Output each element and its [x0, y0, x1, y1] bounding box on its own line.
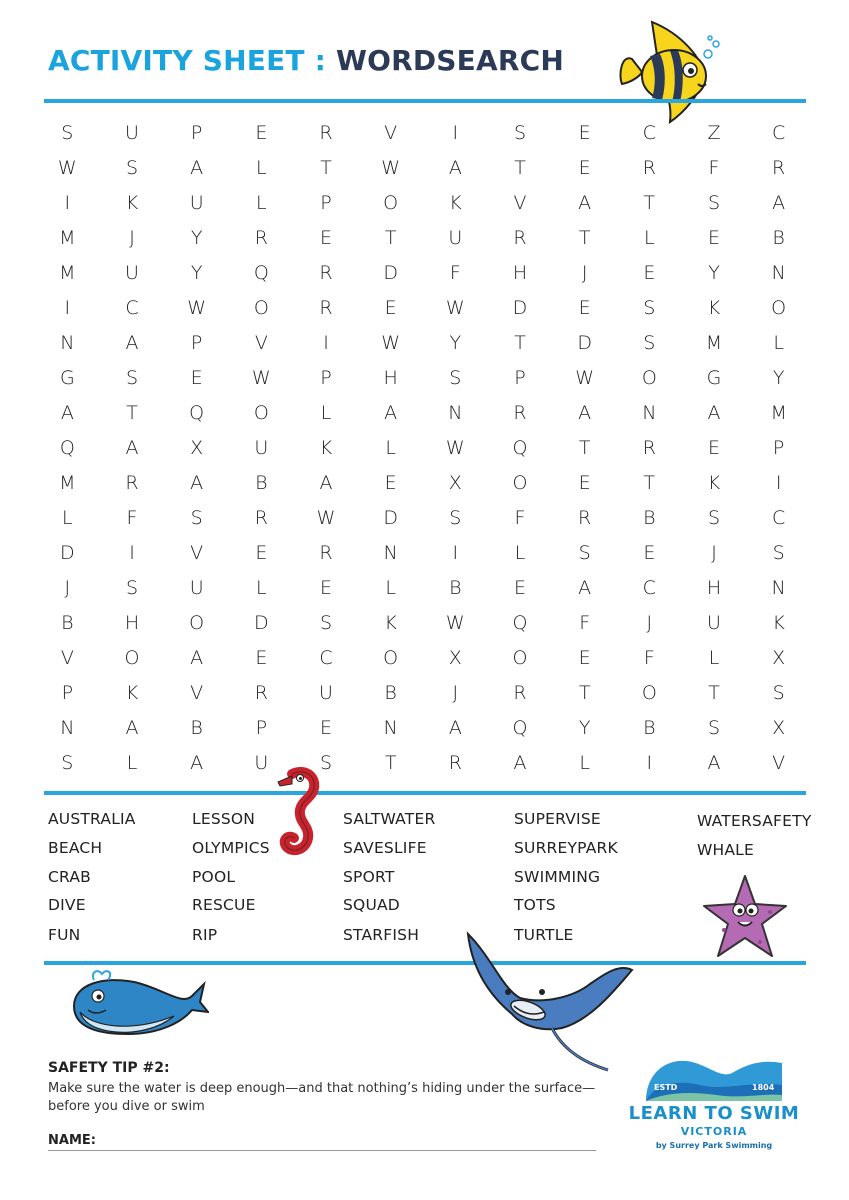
grid-letter[interactable]: S	[61, 121, 74, 144]
grid-letter[interactable]: R	[513, 226, 527, 249]
grid-letter[interactable]: U	[319, 681, 333, 704]
grid-letter[interactable]: A	[448, 716, 462, 739]
grid-letter[interactable]: J	[581, 261, 588, 284]
word-list-item: POOL	[192, 868, 236, 886]
grid-letter[interactable]: C	[125, 296, 139, 319]
grid-letter[interactable]: R	[319, 121, 333, 144]
grid-letter[interactable]: N	[642, 401, 657, 424]
grid-letter[interactable]: D	[383, 261, 398, 284]
name-label: NAME:	[48, 1133, 96, 1148]
grid-letter[interactable]: E	[384, 296, 397, 319]
grid-letter[interactable]: E	[384, 471, 397, 494]
grid-letter[interactable]: A	[319, 471, 333, 494]
wordsearch-grid	[35, 115, 811, 780]
grid-letter[interactable]: L	[126, 751, 138, 774]
grid-letter[interactable]: E	[643, 261, 656, 284]
grid-letter[interactable]: A	[125, 716, 139, 739]
grid-letter[interactable]: D	[512, 296, 528, 319]
grid-letter[interactable]: N	[60, 716, 75, 739]
bottom-divider	[44, 961, 806, 965]
grid-letter[interactable]: O	[641, 366, 657, 389]
grid-letter[interactable]: S	[319, 751, 333, 774]
grid-letter[interactable]: A	[707, 751, 721, 774]
grid-letter[interactable]: L	[385, 436, 396, 459]
grid-letter[interactable]: W	[187, 296, 207, 319]
grid-letter[interactable]: E	[707, 436, 720, 459]
grid-letter[interactable]: E	[578, 156, 591, 179]
grid-letter[interactable]: Q	[253, 261, 269, 284]
grid-letter[interactable]: U	[254, 436, 269, 459]
grid-letter[interactable]: J	[129, 226, 135, 249]
grid-letter[interactable]: X	[448, 471, 462, 494]
grid-letter[interactable]: B	[255, 471, 268, 494]
grid-letter[interactable]: K	[125, 681, 139, 704]
grid-letter[interactable]: R	[642, 156, 656, 179]
grid-letter[interactable]: N	[383, 716, 398, 739]
grid-letter[interactable]: X	[772, 646, 786, 669]
page-title	[48, 44, 564, 77]
grid-letter[interactable]: V	[384, 121, 398, 144]
grid-letter[interactable]: Q	[59, 436, 75, 459]
grid-letter[interactable]: E	[578, 296, 591, 319]
grid-letter[interactable]: N	[383, 541, 398, 564]
grid-letter[interactable]: F	[449, 261, 461, 284]
grid-letter[interactable]: W	[381, 331, 401, 354]
grid-letter[interactable]: M	[59, 226, 76, 249]
grid-letter[interactable]: O	[253, 401, 269, 424]
grid-letter[interactable]: C	[319, 646, 333, 669]
grid-letter[interactable]: Q	[512, 436, 528, 459]
word-list-item: SALTWATER	[343, 810, 436, 828]
grid-letter[interactable]: R	[642, 436, 656, 459]
grid-letter[interactable]: J	[452, 681, 459, 704]
grid-letter[interactable]: T	[384, 226, 397, 249]
grid-letter[interactable]: A	[448, 156, 462, 179]
grid-letter[interactable]: H	[124, 611, 140, 634]
grid-letter[interactable]: I	[452, 541, 459, 564]
grid-letter[interactable]: E	[255, 121, 268, 144]
grid-letter[interactable]: P	[320, 191, 332, 214]
grid-letter[interactable]: J	[646, 611, 653, 634]
grid-letter[interactable]: B	[384, 681, 397, 704]
grid-letter[interactable]: S	[643, 331, 656, 354]
grid-letter[interactable]: W	[251, 366, 271, 389]
grid-letter[interactable]: S	[190, 506, 203, 529]
title-main: WORDSEARCH	[336, 44, 564, 77]
grid-letter[interactable]: A	[125, 436, 139, 459]
word-list-item: AUSTRALIA	[48, 810, 136, 828]
grid-letter[interactable]: C	[642, 121, 656, 144]
grid-letter[interactable]: D	[383, 506, 398, 529]
logo-subtitle: VICTORIA	[680, 1125, 748, 1138]
grid-letter[interactable]: S	[449, 506, 462, 529]
word-list-item: LESSON	[192, 810, 256, 828]
grid-letter[interactable]: N	[771, 576, 786, 599]
grid-letter[interactable]: S	[643, 296, 656, 319]
grid-letter[interactable]: Y	[772, 366, 785, 389]
grid-letter[interactable]: U	[448, 226, 463, 249]
grid-letter[interactable]: O	[383, 191, 399, 214]
grid-letter[interactable]: R	[254, 226, 268, 249]
wave-logo-icon	[640, 1055, 790, 1103]
grid-letter[interactable]: V	[60, 646, 74, 669]
grid-letter[interactable]: C	[642, 576, 656, 599]
grid-letter[interactable]: T	[578, 436, 591, 459]
grid-letter[interactable]: L	[514, 541, 526, 564]
grid-letter[interactable]: L	[320, 401, 332, 424]
logo-byline: by Surrey Park Swimming	[655, 1141, 773, 1150]
grid-letter[interactable]: U	[707, 611, 721, 634]
top-divider	[44, 99, 806, 103]
grid-letter[interactable]: Y	[708, 261, 720, 284]
grid-letter[interactable]: E	[578, 471, 591, 494]
grid-letter[interactable]: V	[190, 541, 204, 564]
word-list-item: TOTS	[514, 896, 556, 914]
grid-letter[interactable]: Q	[189, 401, 205, 424]
grid-letter[interactable]: O	[189, 611, 205, 634]
grid-letter[interactable]: P	[190, 331, 203, 354]
grid-letter[interactable]: R	[319, 296, 333, 319]
grid-letter[interactable]: Q	[512, 611, 528, 634]
grid-letter[interactable]: S	[578, 541, 591, 564]
word-list-item: SUPERVISE	[514, 810, 601, 828]
grid-letter[interactable]: T	[384, 751, 397, 774]
grid-letter[interactable]: L	[708, 646, 720, 669]
word-list-item: WATERSAFETY	[697, 812, 812, 830]
grid-letter[interactable]: W	[445, 436, 465, 459]
grid-letter[interactable]: K	[449, 191, 462, 214]
grid-letter[interactable]: S	[707, 506, 721, 529]
grid-letter[interactable]: N	[60, 331, 75, 354]
seahorse-icon	[270, 764, 330, 859]
grid-letter[interactable]: P	[61, 681, 74, 704]
grid-letter[interactable]: R	[513, 401, 527, 424]
word-list-item: TURTLE	[514, 926, 574, 944]
grid-letter[interactable]: D	[577, 331, 592, 354]
grid-letter[interactable]: A	[190, 751, 204, 774]
grid-letter[interactable]: O	[512, 471, 528, 494]
grid-letter[interactable]: A	[707, 401, 721, 424]
word-list-item: SAVESLIFE	[343, 839, 427, 857]
grid-letter[interactable]: P	[320, 366, 332, 389]
grid-letter[interactable]: H	[706, 576, 722, 599]
grid-letter[interactable]: F	[643, 646, 655, 669]
grid-letter[interactable]: O	[512, 646, 528, 669]
grid-letter[interactable]: S	[707, 716, 721, 739]
grid-letter[interactable]: L	[773, 331, 784, 354]
word-list-item: SQUAD	[343, 896, 400, 914]
grid-letter[interactable]: M	[770, 401, 787, 424]
word-list-item: SWIMMING	[514, 868, 601, 886]
grid-letter[interactable]: M	[59, 261, 76, 284]
grid-letter[interactable]: A	[578, 191, 592, 214]
grid-letter[interactable]: T	[514, 156, 526, 179]
grid-letter[interactable]: B	[449, 576, 462, 599]
grid-letter[interactable]: L	[256, 156, 267, 179]
grid-letter[interactable]: I	[64, 191, 71, 214]
word-list-item: FUN	[48, 926, 81, 944]
grid-letter[interactable]: L	[256, 191, 267, 214]
grid-letter[interactable]: E	[319, 226, 332, 249]
grid-letter[interactable]: S	[449, 366, 462, 389]
name-line[interactable]	[48, 1150, 596, 1151]
grid-letter[interactable]: E	[319, 576, 332, 599]
grid-letter[interactable]: E	[578, 121, 591, 144]
grid-letter[interactable]: N	[771, 261, 786, 284]
grid-letter[interactable]: T	[578, 226, 591, 249]
grid-letter[interactable]: L	[644, 226, 655, 249]
word-list-item: STARFISH	[343, 926, 420, 944]
grid-letter[interactable]: W	[445, 296, 465, 319]
grid-letter[interactable]: O	[124, 646, 140, 669]
grid-letter[interactable]: E	[255, 541, 268, 564]
grid-letter[interactable]: R	[448, 751, 462, 774]
grid-letter[interactable]: K	[384, 611, 397, 634]
grid-letter[interactable]: O	[253, 296, 269, 319]
grid-letter[interactable]: R	[254, 506, 268, 529]
grid-letter[interactable]: V	[772, 751, 786, 774]
grid-letter[interactable]: S	[772, 681, 785, 704]
grid-letter[interactable]: O	[641, 681, 657, 704]
grid-letter[interactable]: R	[772, 156, 786, 179]
title-prefix: ACTIVITY SHEET :	[48, 44, 336, 77]
grid-letter[interactable]: T	[320, 156, 332, 179]
word-list-item: BEACH	[48, 839, 103, 857]
stingray-icon	[462, 928, 637, 1076]
safety-tip-title: SAFETY TIP #2:	[48, 1060, 170, 1076]
word-list-item: SURREYPARK	[514, 839, 618, 857]
grid-letter[interactable]: V	[254, 331, 268, 354]
grid-letter[interactable]: R	[125, 471, 139, 494]
grid-letter[interactable]: A	[60, 401, 74, 424]
grid-letter[interactable]: F	[514, 506, 526, 529]
grid-letter[interactable]: K	[707, 471, 721, 494]
grid-letter[interactable]: Y	[190, 226, 203, 249]
grid-letter[interactable]: R	[513, 681, 527, 704]
grid-letter[interactable]: V	[190, 681, 204, 704]
grid-letter[interactable]: M	[705, 331, 723, 354]
grid-letter[interactable]: E	[255, 646, 268, 669]
grid-letter[interactable]: J	[711, 541, 717, 564]
grid-letter[interactable]: I	[452, 121, 459, 144]
logo-year: 1804	[752, 1083, 775, 1092]
grid-letter[interactable]: X	[448, 646, 462, 669]
grid-letter[interactable]: T	[514, 331, 526, 354]
grid-letter[interactable]: A	[578, 576, 592, 599]
grid-letter[interactable]: A	[513, 751, 527, 774]
grid-letter[interactable]: T	[643, 191, 656, 214]
grid-letter[interactable]: E	[319, 716, 332, 739]
grid-letter[interactable]: E	[578, 646, 591, 669]
grid-letter[interactable]: P	[255, 716, 268, 739]
grid-letter[interactable]: V	[513, 191, 527, 214]
grid-letter[interactable]: A	[384, 401, 398, 424]
grid-letter[interactable]: S	[61, 751, 74, 774]
grid-letter[interactable]: E	[643, 541, 656, 564]
grid-letter[interactable]: I	[323, 331, 329, 354]
grid-letter[interactable]: T	[643, 471, 656, 494]
grid-letter[interactable]: L	[62, 506, 73, 529]
grid-letter[interactable]: F	[126, 506, 138, 529]
grid-letter[interactable]: P	[190, 121, 203, 144]
grid-letter[interactable]: Q	[512, 716, 528, 739]
word-list-item: RESCUE	[192, 896, 256, 914]
grid-letter[interactable]: H	[512, 261, 528, 284]
grid-letter[interactable]: N	[448, 401, 463, 424]
grid-letter[interactable]: U	[189, 191, 204, 214]
learn-to-swim-logo	[622, 1055, 812, 1155]
grid-letter[interactable]: U	[189, 576, 204, 599]
word-list-item: RIP	[192, 926, 218, 944]
grid-letter[interactable]: W	[57, 156, 77, 179]
grid-letter[interactable]: E	[513, 576, 526, 599]
grid-letter[interactable]: W	[381, 156, 401, 179]
grid-letter[interactable]: S	[319, 611, 333, 634]
grid-letter[interactable]: Z	[707, 121, 721, 144]
grid-letter[interactable]: A	[772, 191, 786, 214]
grid-letter[interactable]: H	[383, 366, 398, 389]
grid-letter[interactable]: R	[319, 261, 333, 284]
grid-letter[interactable]: D	[254, 611, 269, 634]
grid-letter[interactable]: X	[190, 436, 204, 459]
grid-letter[interactable]: B	[643, 716, 656, 739]
angelfish-icon	[612, 14, 722, 126]
grid-letter[interactable]: J	[64, 576, 71, 599]
word-list-item: OLYMPICS	[192, 839, 270, 857]
safety-tip-text: Make sure the water is deep enough—and that nothing’s hiding under the surface—before you dive or swim	[48, 1081, 596, 1114]
grid-letter[interactable]: E	[190, 366, 203, 389]
grid-letter[interactable]: I	[775, 471, 782, 494]
grid-letter[interactable]: R	[254, 681, 268, 704]
grid-letter[interactable]: Y	[578, 716, 591, 739]
grid-letter[interactable]: A	[190, 646, 204, 669]
grid-letter[interactable]: W	[445, 611, 465, 634]
word-list-item: WHALE	[697, 841, 755, 859]
grid-letter[interactable]: L	[256, 576, 267, 599]
grid-letter[interactable]: B	[190, 716, 203, 739]
grid-letter[interactable]: S	[125, 366, 139, 389]
grid-letter[interactable]: B	[61, 611, 74, 634]
grid-letter[interactable]: R	[319, 541, 333, 564]
grid-letter[interactable]: P	[514, 366, 526, 389]
grid-letter[interactable]: F	[579, 611, 591, 634]
grid-letter[interactable]: I	[64, 296, 71, 319]
grid-letter[interactable]: K	[772, 611, 785, 634]
grid-letter[interactable]: A	[125, 331, 139, 354]
grid-letter[interactable]: B	[643, 506, 656, 529]
whale-icon	[64, 966, 209, 1044]
grid-letter[interactable]: K	[707, 296, 721, 319]
word-list-item: CRAB	[48, 868, 92, 886]
grid-letter[interactable]: T	[126, 401, 138, 424]
grid-letter[interactable]: Y	[190, 261, 203, 284]
grid-letter[interactable]: G	[59, 366, 75, 389]
grid-letter[interactable]: C	[772, 121, 786, 144]
logo-estd: ESTD	[654, 1083, 678, 1092]
grid-letter[interactable]: A	[190, 156, 204, 179]
grid-letter[interactable]: P	[772, 436, 785, 459]
grid-letter[interactable]: I	[129, 541, 135, 564]
grid-letter[interactable]: X	[772, 716, 786, 739]
word-list-item: DIVE	[48, 896, 86, 914]
grid-letter[interactable]: F	[708, 156, 720, 179]
grid-letter[interactable]: U	[125, 121, 139, 144]
grid-letter[interactable]: W	[316, 506, 336, 529]
grid-letter[interactable]: W	[575, 366, 595, 389]
grid-letter[interactable]: U	[125, 261, 139, 284]
middle-divider	[44, 791, 806, 795]
logo-name: LEARN TO SWIM	[628, 1103, 800, 1124]
grid-letter[interactable]: S	[707, 191, 721, 214]
grid-letter[interactable]: O	[771, 296, 787, 319]
grid-letter[interactable]: T	[708, 681, 720, 704]
grid-letter[interactable]: E	[707, 226, 720, 249]
grid-letter[interactable]: A	[578, 401, 592, 424]
grid-letter[interactable]: L	[385, 576, 396, 599]
grid-letter[interactable]: D	[60, 541, 75, 564]
grid-letter[interactable]: B	[772, 226, 785, 249]
grid-letter[interactable]: S	[513, 121, 527, 144]
grid-letter[interactable]: G	[706, 366, 722, 389]
grid-letter[interactable]: S	[772, 541, 785, 564]
word-list-item: SPORT	[343, 868, 395, 886]
grid-letter[interactable]: M	[59, 471, 76, 494]
grid-letter[interactable]: K	[125, 191, 139, 214]
grid-letter[interactable]: K	[319, 436, 333, 459]
grid-letter[interactable]: C	[772, 506, 786, 529]
grid-letter[interactable]: Y	[449, 331, 462, 354]
grid-letter[interactable]: U	[254, 751, 269, 774]
grid-letter[interactable]: A	[190, 471, 204, 494]
grid-letter[interactable]: S	[125, 156, 139, 179]
starfish-icon	[700, 872, 790, 962]
grid-letter[interactable]: O	[383, 646, 399, 669]
grid-letter[interactable]: R	[578, 506, 592, 529]
grid-letter[interactable]: I	[646, 751, 653, 774]
grid-letter[interactable]: L	[579, 751, 590, 774]
grid-letter[interactable]: S	[125, 576, 139, 599]
grid-letter[interactable]: T	[578, 681, 591, 704]
